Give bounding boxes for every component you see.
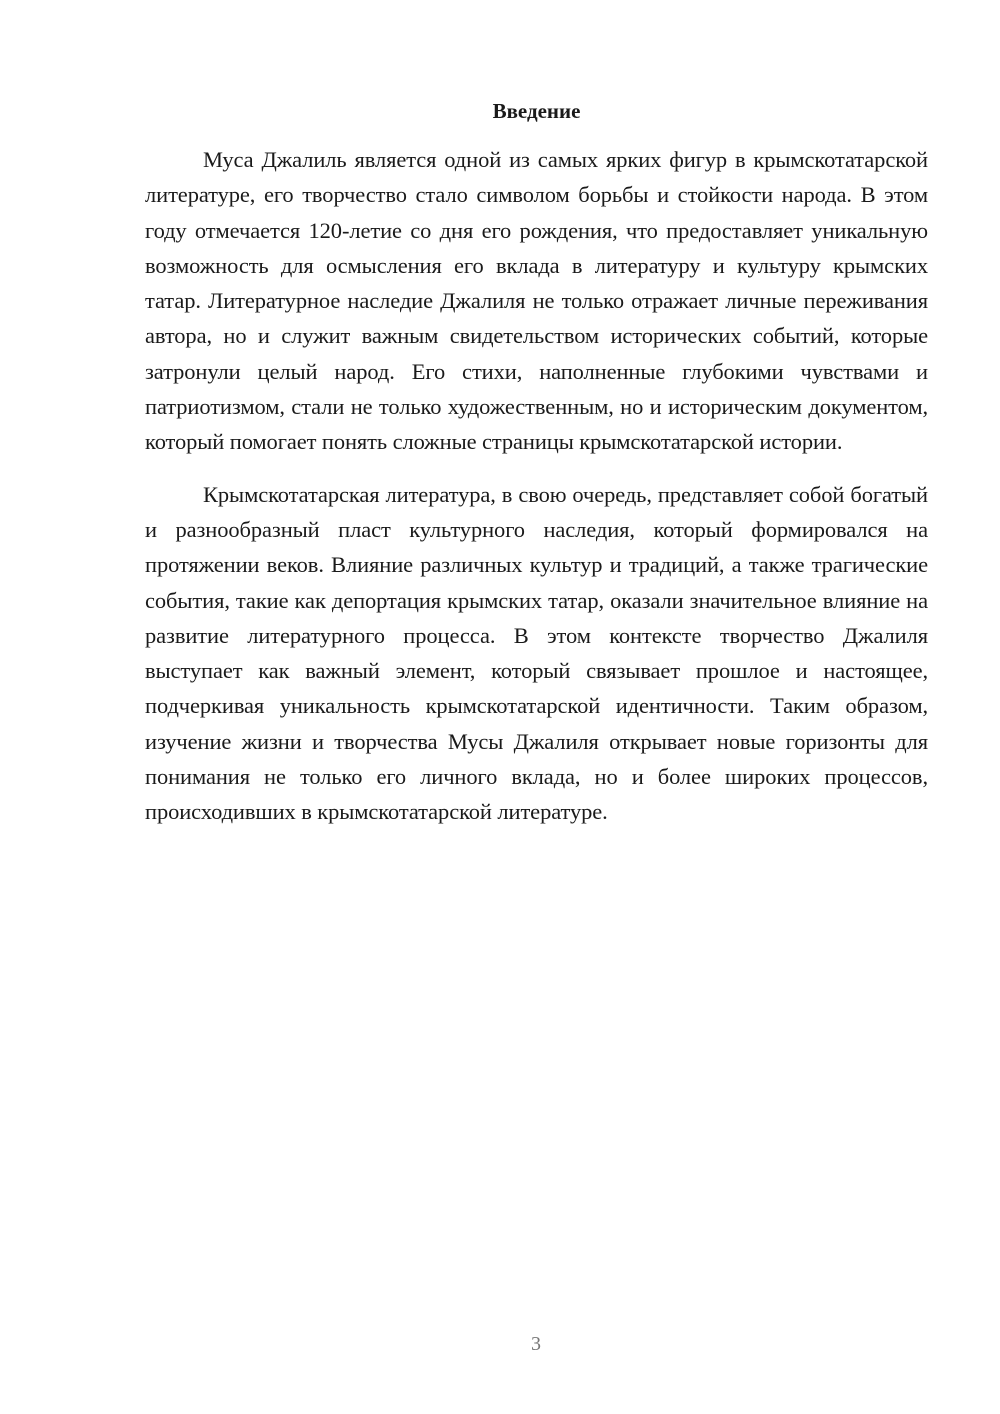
paragraph-1: Муса Джалиль является одной из самых ярких фигур в крымскотатарской литературе, его творчество стало символом борьбы и стойкости народа. В этом году отмечается 120-летие со дня его рождения, что предоставляет уникальную возможность для осмысления его вклада в литературу и культуру крымских татар. Литературное наследие Джалиля не только отражает личные переживания автора, но и служит важным свидетельством исторических событий, которые затронули целый народ. Его стихи, наполненные глубокими чувствами и патриотизмом, стали не только художественным, но и историческим документом, который помогает понять сложные страницы крымскотатарской истории. xyxy=(145,147,928,455)
page-number: 3 xyxy=(531,1333,541,1355)
section-heading: Введение xyxy=(492,99,581,123)
paragraph-2: Крымскотатарская литература, в свою очередь, представляет собой богатый и разнообразный пласт культурного наследия, который формировался на протяжении веков. Влияние различных культур и традиций, а также трагические события, такие как депортация крымских татар, оказали значительное влияние на развитие литературного процесса. В этом контексте творчество Джалиля выступает как важный элемент, который связывает прошлое и настоящее, подчеркивая уникальность крымскотатарской идентичности. Таким образом, изучение жизни и творчества Мусы Джалиля открывает новые горизонты для понимания не только его личного вклада, но и более широких процессов, происходивших в крымскотатарской литературе. xyxy=(145,481,928,825)
body-text xyxy=(145,142,928,830)
